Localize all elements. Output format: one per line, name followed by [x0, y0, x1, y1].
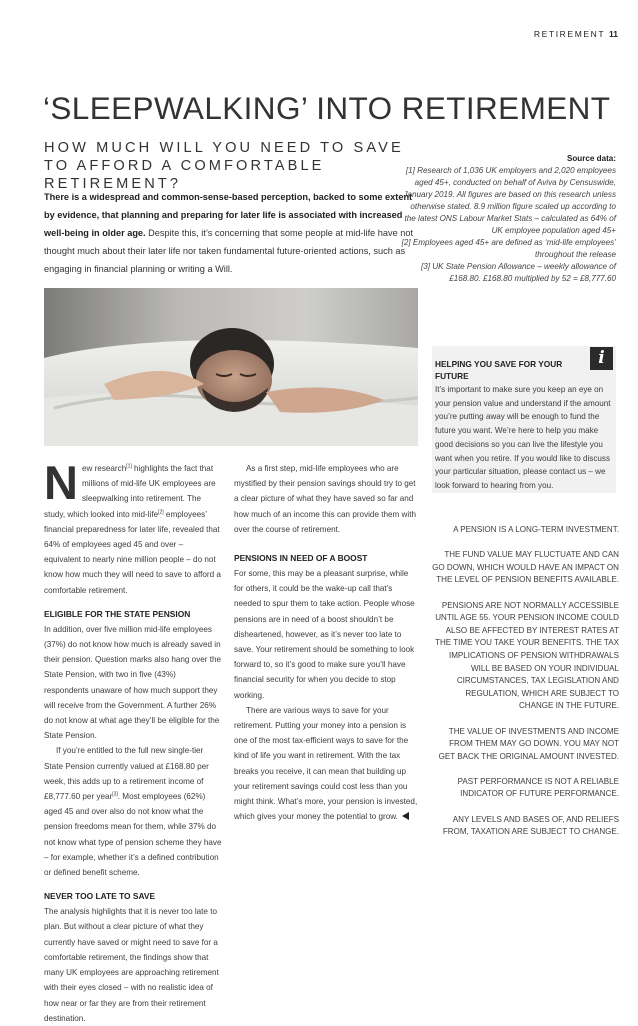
section-heading: ELIGIBLE FOR THE STATE PENSION	[44, 608, 191, 619]
source-line: [2] Employees aged 45+ are defined as ‘mid-life employees’ throughout the release	[401, 238, 616, 259]
sleeping-man-photo	[44, 288, 418, 446]
text-run: ew research	[81, 464, 127, 473]
article-paragraph	[44, 743, 222, 880]
text-run: If you’re entitled to the full new single-tier State Pension currently valued at £168.80 per week, this adds up to a retirement income of £8,777.60 per year	[44, 746, 209, 802]
source-line: [3] UK State Pension Allowance – weekly allowance of £168.80. £168.80 multiplied by 52 = £8,777.60	[421, 262, 616, 283]
helping-box-title: HELPING YOU SAVE FOR YOUR FUTURE	[435, 359, 563, 381]
source-data	[401, 153, 616, 285]
text-run: employees’ financial preparedness for later life, revealed that 64% of employees aged 45 and over – equivalent to nearly nine million people – do not know how much they will need to save to afford a comfortable retirement.	[44, 509, 221, 595]
text-run: There are various ways to save for your retirement. Putting your money into a pension is one of the most tax-efficient ways to save for the kind of life you want in retirement. With the tax breaks you receive, it can mean that building up your retirement savings could cost less than you might think. What’s more, your pension is invested, which gives your money the potential to grow.	[234, 705, 418, 822]
disclaimer: ANY LEVELS AND BASES OF, AND RELIEFS FROM, TAXATION ARE SUBJECT TO CHANGE.	[442, 814, 619, 837]
helping-box-body: It’s important to make sure you keep an eye on your pension value and understand if the amount you’re putting away will be enough to fund the future you want. We’re here to help you make good decisions so you can live the lifestyle you want when you retire. If you would like to discuss your particular situation, please contact us – we look forward to hearing from you.	[435, 385, 611, 490]
footnote-ref: [1]	[126, 463, 132, 470]
intro-rest: Despite this, it’s concerning that some people at mid-life have not thought much about their later life nor taken fundamental future-oriented actions, such as engaging in financial planning or writing a Will.	[44, 228, 414, 274]
text-run: . Most employees (62%) aged 45 and over also do not know what the pension freedoms mean for them, while 37% do not know what type of pension scheme they have – for example, whether it’s a defined contribution or defined benefit scheme.	[44, 792, 222, 878]
disclaimer: THE VALUE OF INVESTMENTS AND INCOME FROM THEM MAY GO DOWN. YOU MAY NOT GET BACK THE ORIGINAL AMOUNT INVESTED.	[438, 726, 619, 761]
helping-box	[432, 346, 616, 493]
article-paragraph: For some, this may be a pleasant surprise, while for others, it could be the wake-up call that’s needed to spur them to take action. People whose pensions are in need of a boost shouldn’t be disheartened, however, as it’s never too late to save. Your retirement should be something to look forward to, so it’s good to make sure you’ll have financial security for when you decide to stop working.	[234, 569, 415, 700]
article-column-1	[44, 456, 222, 1026]
page-number: 11	[609, 29, 618, 39]
source-line: [1] Research of 1,036 UK employers and 2,020 employees aged 45+, conducted on behalf of Aviva by Censuswide, January 2019. All figures are based on this research unless otherwise stated. 8.9 million figure scaled up according to the latest ONS Labour Market Stats – calculated as 64% of UK employee population aged 45+	[403, 166, 616, 235]
article-paragraph: In addition, over five million mid-life employees (37%) do not know how much is already saved in their pension. Question marks also hang over the State Pension, with two in five (43%) respondents unaware of how much support they will receive from the Government. A further 26% do not know at what age they’ll be eligible for the State Pension.	[44, 624, 222, 741]
article-paragraph: The analysis highlights that it is never too late to plan. But without a clear picture of what they currently have saved or might need to save for a comfortable retirement, the findings show that many UK employees are approaching retirement with their eyes closed – with no realistic idea of how near or far they are from their retirement destination.	[44, 907, 219, 1023]
end-mark-icon	[402, 812, 409, 820]
article-paragraph: As a first step, mid-life employees who are mystified by their pension savings should try to get a clear picture of what they have saved so far and how much of an income this can provide them with over the course of retirement.	[234, 464, 416, 534]
intro-paragraph	[44, 188, 416, 278]
intro-bold: There is a widespread and common-sense-based perception, backed to some extent by evidence, that planning and preparing for later life is associated with increased well-being in older age.	[44, 192, 413, 238]
footnote-ref: [2]	[158, 508, 164, 515]
disclaimer: PAST PERFORMANCE IS NOT A RELIABLE INDICATOR OF FUTURE PERFORMANCE.	[457, 776, 619, 799]
page-title: ‘SLEEPWALKING’ INTO RETIREMENT	[43, 90, 611, 126]
article-paragraph	[234, 703, 418, 825]
section-name: RETIREMENT	[533, 29, 606, 39]
section-heading: PENSIONS IN NEED OF A BOOST	[234, 553, 368, 564]
footnote-ref: [3]	[112, 791, 118, 798]
disclaimer-block	[432, 524, 619, 851]
drop-cap: N	[44, 456, 78, 509]
info-icon: i	[590, 347, 613, 370]
disclaimer: A PENSION IS A LONG-TERM INVESTMENT.	[453, 525, 619, 534]
disclaimer: PENSIONS ARE NOT NORMALLY ACCESSIBLE UNTIL AGE 55. YOUR PENSION INCOME COULD ALSO BE AFFECTED BY INTEREST RATES AT THE TIME YOU TAKE YOUR BENEFITS. THE TAX IMPLICATIONS OF PENSION WITHDRAWALS WILL BE BASED ON YOUR INDIVIDUAL CIRCUMSTANCES, TAX LEGISLATION AND REGULATION, WHICH ARE SUBJECT TO CHANGE IN THE FUTURE.	[435, 600, 619, 711]
article-paragraph	[44, 456, 222, 598]
source-data-title: Source data:	[566, 154, 616, 163]
running-header	[534, 29, 618, 39]
page-subtitle: HOW MUCH WILL YOU NEED TO SAVE TO AFFORD A COMFORTABLE RETIREMENT?	[44, 140, 404, 192]
article-column-2	[234, 461, 418, 824]
disclaimer: THE FUND VALUE MAY FLUCTUATE AND CAN GO DOWN, WHICH WOULD HAVE AN IMPACT ON THE LEVEL OF PENSION BENEFITS AVAILABLE.	[432, 550, 619, 585]
section-heading: NEVER TOO LATE TO SAVE	[44, 891, 156, 902]
text-run: highlights the fact that millions of mid-life UK employees are sleepwalking into retirement. The study, which looked into mid-life	[44, 464, 216, 519]
photo-illustration	[44, 288, 418, 446]
